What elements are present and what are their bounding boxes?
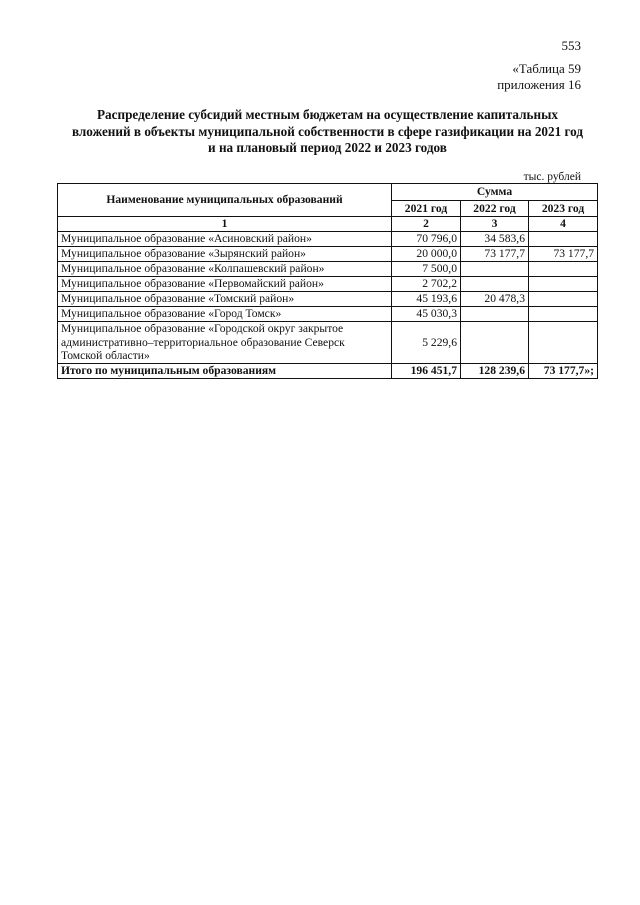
row-value-2022: 20 478,3 bbox=[461, 292, 529, 307]
table-row bbox=[58, 247, 598, 262]
row-value-2022 bbox=[461, 277, 529, 292]
table-index-row bbox=[58, 217, 598, 232]
row-name bbox=[58, 322, 392, 364]
header-name: Наименование муниципальных образований bbox=[58, 184, 392, 217]
document-title: Распределение субсидий местным бюджетам на осуществление капитальных вложений в объекты муниципальной собственности в сфере газификации на 2021 год и на плановый период 2022 и 2023 годов bbox=[71, 107, 584, 155]
row-name: Муниципальное образование «Первомайский район» bbox=[58, 277, 392, 292]
row-value-2023 bbox=[529, 322, 598, 364]
row-value-2022 bbox=[461, 262, 529, 277]
table-row-multiline bbox=[58, 322, 598, 364]
units-label: тыс. рублей bbox=[523, 171, 581, 183]
table-ref-line-1: «Таблица 59 bbox=[512, 61, 581, 76]
row-name: Муниципальное образование «Асиновский район» bbox=[58, 232, 392, 247]
table-row bbox=[58, 277, 598, 292]
total-row bbox=[58, 363, 598, 378]
row-value-2023 bbox=[529, 232, 598, 247]
row-value-2023 bbox=[529, 262, 598, 277]
row-value-2021: 2 702,2 bbox=[392, 277, 461, 292]
row-name: Муниципальное образование «Колпашевский район» bbox=[58, 262, 392, 277]
table-header-row bbox=[58, 184, 598, 201]
total-value-2023: 73 177,7»; bbox=[529, 363, 598, 378]
table-reference bbox=[497, 61, 581, 93]
row-value-2023 bbox=[529, 277, 598, 292]
row-name-line-1: Муниципальное образование «Городской округ закрытое bbox=[61, 322, 344, 335]
index-cell: 1 bbox=[58, 217, 392, 232]
table-row bbox=[58, 262, 598, 277]
row-value-2021: 45 030,3 bbox=[392, 307, 461, 322]
header-year-2021: 2021 год bbox=[392, 201, 461, 217]
row-value-2021: 70 796,0 bbox=[392, 232, 461, 247]
row-value-2023: 73 177,7 bbox=[529, 247, 598, 262]
header-sum: Сумма bbox=[392, 184, 598, 201]
total-name: Итого по муниципальным образованиям bbox=[58, 363, 392, 378]
table-row bbox=[58, 292, 598, 307]
index-cell: 2 bbox=[392, 217, 461, 232]
row-value-2023 bbox=[529, 292, 598, 307]
page-number: 553 bbox=[561, 38, 581, 53]
row-value-2021: 20 000,0 bbox=[392, 247, 461, 262]
header-year-2022: 2022 год bbox=[461, 201, 529, 217]
index-cell: 4 bbox=[529, 217, 598, 232]
table-ref-line-2: приложения 16 bbox=[497, 77, 581, 92]
index-cell: 3 bbox=[461, 217, 529, 232]
header-year-2023: 2023 год bbox=[529, 201, 598, 217]
row-name: Муниципальное образование «Город Томск» bbox=[58, 307, 392, 322]
row-value-2022: 34 583,6 bbox=[461, 232, 529, 247]
row-name: Муниципальное образование «Томский район» bbox=[58, 292, 392, 307]
table-row bbox=[58, 307, 598, 322]
row-value-2021: 5 229,6 bbox=[392, 322, 461, 364]
table-row bbox=[58, 232, 598, 247]
row-value-2023 bbox=[529, 307, 598, 322]
row-value-2021: 45 193,6 bbox=[392, 292, 461, 307]
row-value-2022 bbox=[461, 322, 529, 364]
row-value-2022: 73 177,7 bbox=[461, 247, 529, 262]
row-name: Муниципальное образование «Зырянский район» bbox=[58, 247, 392, 262]
row-name-line-3: Томской области» bbox=[61, 349, 150, 362]
subsidy-table bbox=[57, 183, 598, 379]
total-value-2021: 196 451,7 bbox=[392, 363, 461, 378]
row-name-line-2: административно–территориальное образование Северск bbox=[61, 335, 345, 349]
row-value-2022 bbox=[461, 307, 529, 322]
row-value-2021: 7 500,0 bbox=[392, 262, 461, 277]
total-value-2022: 128 239,6 bbox=[461, 363, 529, 378]
